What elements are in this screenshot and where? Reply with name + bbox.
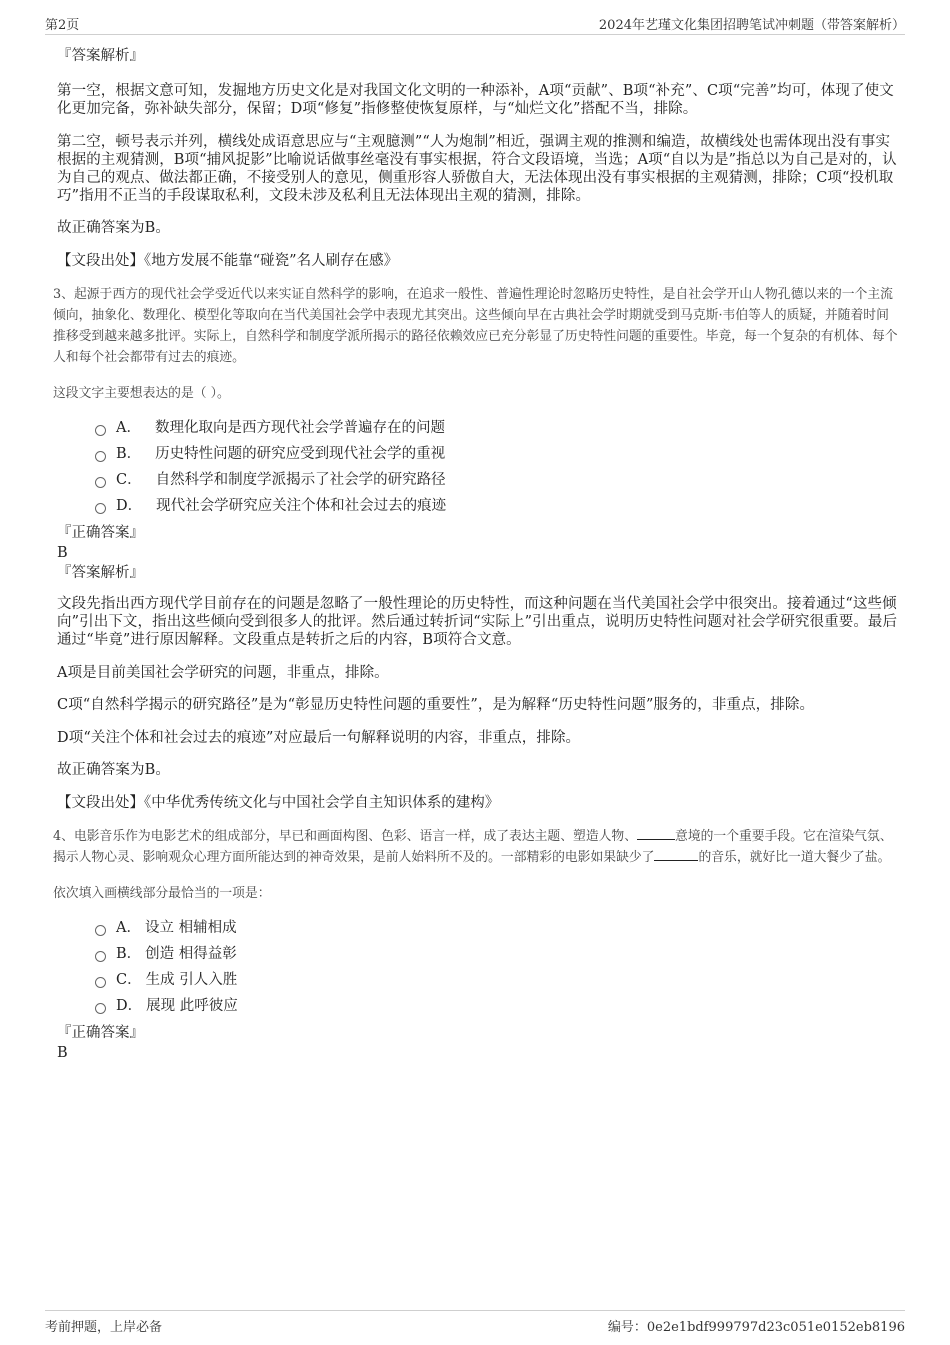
page-content	[53, 46, 898, 1063]
page-header	[45, 14, 905, 35]
option-text: 数理化取向是西方现代社会学普遍存在的问题	[154, 420, 445, 436]
document-code-value: 0e2e1bdf999797d23c051e0152eb8196	[646, 1320, 905, 1335]
option-letter: B．	[116, 946, 142, 962]
fill-blank-2	[654, 848, 698, 861]
option-text: 历史特性问题的研究应受到现代社会学的重视	[155, 446, 446, 462]
option-a[interactable]	[95, 915, 898, 941]
option-letter: B．	[116, 446, 142, 462]
correct-answer-label: 『正确答案』	[57, 525, 144, 541]
option-text: 自然科学和制度学派揭示了社会学的研究路径	[155, 472, 446, 488]
option-c[interactable]	[95, 467, 898, 493]
option-d[interactable]	[95, 993, 898, 1019]
question-4-text-part: 的音乐，就好比一道大餐少了盐。	[698, 850, 891, 865]
option-text: 展现 此呼彼应	[146, 998, 238, 1014]
radio-icon[interactable]	[95, 503, 106, 514]
option-text: 创造 相得益彰	[145, 946, 237, 962]
option-a[interactable]	[95, 415, 898, 441]
option-text: 现代社会学研究应关注个体和社会过去的痕迹	[156, 498, 447, 514]
document-code-label: 编号：	[607, 1320, 647, 1335]
option-letter: D．	[116, 998, 143, 1014]
analysis-label: 『答案解析』	[57, 48, 144, 64]
question-4-text-part: 4、电影音乐作为电影艺术的组成部分，早已和画面构图、色彩、语言一样，成了表达主题、塑造人物、	[53, 829, 638, 844]
document-code	[608, 1316, 905, 1335]
radio-icon[interactable]	[95, 951, 106, 962]
analysis-paragraph: D项“关注个体和社会过去的痕迹”对应最后一句解释说明的内容，非重点，排除。	[57, 729, 581, 746]
analysis-conclusion: 故正确答案为B。	[57, 762, 170, 778]
radio-icon[interactable]	[95, 1003, 106, 1014]
question-4-options	[95, 915, 898, 1019]
radio-icon[interactable]	[95, 477, 106, 488]
analysis-paragraph: 第二空，顿号表示并列，横线处成语意思应与“主观臆测”“人为炮制”相近，强调主观的推测和编造，故横线处也需体现出没有事实根据的主观猜测，B项“捕风捉影”比喻说话做事丝毫没有事实根据，符合文段语境，当选；A项“自以为是”指总以为自己是对的，认为自己的观点、做法都正确，不接受别人的意见，侧重形容人骄傲自大，无法体现出没有事实根据的主观猜测，排除；C项“投机取巧”指用不正当的手段谋取私利，文段未涉及私利且无法体现出主观的猜测，排除。	[57, 133, 897, 204]
radio-icon[interactable]	[95, 977, 106, 988]
option-text: 生成 引人入胜	[145, 972, 238, 988]
option-letter: A．	[116, 420, 141, 436]
option-b[interactable]	[95, 441, 898, 467]
document-title: 2024年艺瑾文化集团招聘笔试冲刺题（带答案解析）	[598, 18, 905, 33]
footer-slogan: 考前押题，上岸必备	[45, 1320, 163, 1335]
option-b[interactable]	[95, 941, 898, 967]
option-c[interactable]	[95, 967, 898, 993]
page-footer	[45, 1310, 905, 1335]
analysis-label: 『答案解析』	[57, 565, 144, 581]
analysis-paragraph: 第一空，根据文意可知，发掘地方历史文化是对我国文化文明的一种添补，A项“贡献”、B项“补充”、C项“完善”均可，体现了使文化更加完备，弥补缺失部分，保留；D项“修复”指修整使恢复原样，与“灿烂文化”搭配不当，排除。	[57, 83, 894, 117]
radio-icon[interactable]	[95, 451, 106, 462]
question-3-text: 3、起源于西方的现代社会学受近代以来实证自然科学的影响，在追求一般性、普遍性理论时忽略历史特性，是自社会学开山人物孔德以来的一个主流倾向，抽象化、数理化、模型化等取向在当代美国社会学中表现尤其突出。这些倾向早在古典社会学时期就受到马克斯·韦伯等人的质疑，并随着时间推移受到越来越多批评。实际上，自然科学和制度学派所揭示的路径依赖效应已充分彰显了历史特性问题的重要性。毕竟，每一个复杂的有机体、每个人和每个社会都带有过去的痕迹。	[53, 287, 898, 365]
question-3-options	[95, 415, 898, 519]
radio-icon[interactable]	[95, 925, 106, 936]
radio-icon[interactable]	[95, 425, 106, 436]
analysis-paragraph: A项是目前美国社会学研究的问题，非重点，排除。	[57, 664, 389, 681]
page-number: 第2页	[45, 18, 80, 33]
question-4-prompt: 依次填入画横线部分最恰当的一项是：	[53, 886, 271, 901]
option-d[interactable]	[95, 493, 898, 519]
question-4-text-part: 意境的一个重要手段。它在渲染气氛、揭示人物心灵、影响观众心理方面所能达到的神奇效果，是前人始料所不及的。一部精彩的电影如果缺少了	[53, 829, 893, 865]
option-text: 设立 相辅相成	[144, 920, 237, 936]
analysis-paragraph: 文段先指出西方现代学目前存在的问题是忽略了一般性理论的历史特性，而这种问题在当代美国社会学中很突出。接着通过“这些倾向”引出下文，指出这些倾向受到很多人的批评。然后通过转折词“实际上”引出重点，说明历史特性问题对社会学研究很重要。最后通过“毕竟”进行原因解释。文段重点是转折之后的内容，B项符合文意。	[57, 596, 898, 648]
option-letter: C．	[116, 972, 142, 988]
option-letter: C．	[116, 472, 142, 488]
source-citation: 【文段出处】《地方发展不能靠“碰瓷”名人刷存在感》	[57, 252, 399, 269]
correct-answer-label: 『正确答案』	[57, 1025, 144, 1041]
option-letter: D．	[116, 498, 143, 514]
correct-answer: B	[57, 545, 68, 561]
question-3-prompt: 这段文字主要想表达的是（ ）。	[53, 386, 230, 401]
option-letter: A．	[116, 920, 141, 936]
analysis-paragraph: C项“自然科学揭示的研究路径”是为“彰显历史特性问题的重要性”，是为解释“历史特性问题”服务的，非重点，排除。	[57, 697, 815, 713]
fill-blank-1	[637, 827, 675, 840]
analysis-conclusion: 故正确答案为B。	[57, 220, 170, 236]
question-4-text	[53, 826, 898, 868]
source-citation: 【文段出处】《中华优秀传统文化与中国社会学自主知识体系的建构》	[57, 794, 500, 811]
correct-answer: B	[57, 1045, 68, 1061]
